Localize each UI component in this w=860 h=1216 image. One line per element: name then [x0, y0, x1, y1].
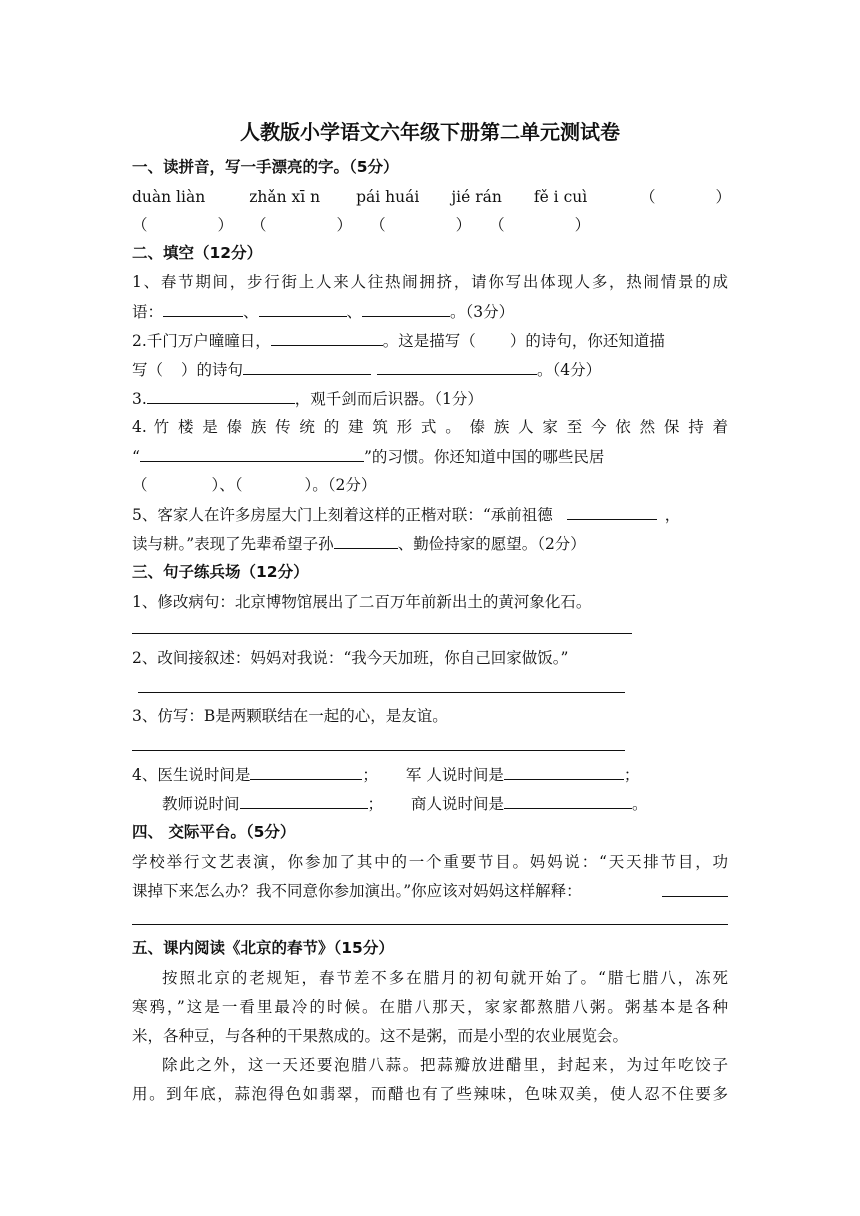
- answer-line[interactable]: [138, 692, 625, 693]
- answer-paren-1[interactable]: （ ）: [640, 188, 732, 206]
- reading-para-1-line-b: 寒鸦，”这是一看里最冷的时候。在腊八那天，家家都熬腊八粥。粥基本是各种: [132, 998, 728, 1016]
- section-4-text-a: 学校举行文艺表演，你参加了其中的一个重要节目。妈妈说：“天天排节目，功: [132, 853, 728, 871]
- answer-blank[interactable]: [240, 793, 368, 809]
- question-3-4-line-b: 教师说时间 ； 商人说时间是 。: [162, 795, 648, 813]
- section-2-heading: 二、填空（12分）: [132, 244, 263, 262]
- answer-blank[interactable]: [250, 764, 362, 780]
- answer-paren-row: [132, 215, 590, 235]
- question-2-4-line-a: 4. 竹 楼 是 傣 族 传 统 的 建 筑 形 式 。 傣 族 人 家 至 今 依 然 保 持 着: [132, 418, 728, 436]
- answer-blank[interactable]: [504, 764, 624, 780]
- answer-blank[interactable]: [567, 504, 657, 520]
- answer-blank[interactable]: [362, 301, 450, 317]
- question-2-4-line-c: （ ）、（ ）。（2分）: [132, 476, 377, 494]
- answer-blank[interactable]: [259, 301, 347, 317]
- answer-line[interactable]: [132, 924, 728, 925]
- question-2-5-line-a: 5、客家人在许多房屋大门上刻着这样的正楷对联：“承前祖德 ，: [132, 506, 681, 524]
- section-4-heading: 四、 交际平台。（5分）: [132, 823, 296, 841]
- question-2-4-line-b: “ ”的习惯。你还知道中国的哪些民居: [132, 448, 605, 466]
- question-2-2-line-a: 2.千门万户曈曈日， 。这是描写（ ）的诗句，你还知道描: [132, 332, 665, 350]
- question-3-2: 2、改间接叙述：妈妈对我说：“我今天加班，你自己回家做饭。”: [132, 649, 569, 667]
- pinyin-3: pái huái: [356, 188, 420, 206]
- answer-blank[interactable]: [271, 330, 383, 346]
- answer-blank[interactable]: [147, 388, 295, 404]
- answer-paren-2[interactable]: （ ）: [132, 216, 234, 234]
- answer-blank[interactable]: [377, 359, 537, 375]
- answer-blank[interactable]: [504, 793, 632, 809]
- pinyin-5: fě i cuì: [533, 188, 588, 206]
- pinyin-4: jié rán: [451, 188, 502, 206]
- reading-para-1-line-a: 按照北京的老规矩，春节差不多在腊月的初旬就开始了。“腊七腊八，冻死: [162, 969, 728, 987]
- answer-paren-4[interactable]: （ ）: [370, 216, 472, 234]
- answer-blank[interactable]: [140, 446, 364, 462]
- answer-line[interactable]: [662, 896, 728, 897]
- section-4-text-b: 课掉下来怎么办？我不同意你参加演出。”你应该对妈妈这样解释：: [132, 882, 582, 900]
- pinyin-1: duàn liàn: [132, 188, 206, 206]
- question-2-1-line-a: 1、春节期间，步行街上人来人往热闹拥挤，请你写出体现人多，热闹情景的成: [132, 273, 728, 291]
- answer-blank[interactable]: [334, 533, 398, 549]
- page-title: 人教版小学语文六年级下册第二单元测试卷: [240, 120, 620, 144]
- answer-line[interactable]: [132, 750, 625, 751]
- answer-blank[interactable]: [243, 359, 371, 375]
- question-3-1: 1、修改病句：北京博物馆展出了二百万年前新出土的黄河象化石。: [132, 593, 592, 611]
- reading-para-1-line-c: 米，各种豆，与各种的干果熬成的。这不是粥，而是小型的农业展览会。: [132, 1027, 629, 1045]
- answer-blank[interactable]: [163, 301, 243, 317]
- question-2-5-line-b: 读与耕。”表现了先辈希望子孙 、勤俭持家的愿望。（2分）: [132, 535, 586, 553]
- question-2-2-line-b: 写（ ）的诗句 。（4分）: [132, 361, 602, 379]
- question-3-3: 3、仿写：B是两颗联结在一起的心，是友谊。: [132, 707, 448, 725]
- section-5-heading: 五、课内阅读《北京的春节》（15分）: [132, 939, 394, 957]
- question-2-3: 3. ，观千剑而后识器。（1分）: [132, 390, 483, 408]
- pinyin-2: zhǎn xī n: [249, 188, 321, 206]
- section-3-heading: 三、句子练兵场（12分）: [132, 563, 309, 581]
- answer-paren-3[interactable]: （ ）: [251, 216, 353, 234]
- section-1-heading: 一、读拼音，写一手漂亮的字。（5分）: [132, 158, 399, 176]
- answer-paren-5[interactable]: （ ）: [489, 216, 591, 234]
- reading-para-2-line-a: 除此之外，这一天还要泡腊八蒜。把蒜瓣放进醋里，封起来，为过年吃饺子: [162, 1056, 728, 1074]
- answer-line[interactable]: [132, 633, 632, 634]
- reading-para-2-line-b: 用。到年底，蒜泡得色如翡翠，而醋也有了些辣味，色味双美，使人忍不住要多: [132, 1085, 728, 1103]
- question-2-1-line-b: 语： 、 、 。（3分）: [132, 303, 515, 321]
- question-3-4-line-a: 4、医生说时间是 ； 军 人说时间是 ；: [132, 766, 640, 784]
